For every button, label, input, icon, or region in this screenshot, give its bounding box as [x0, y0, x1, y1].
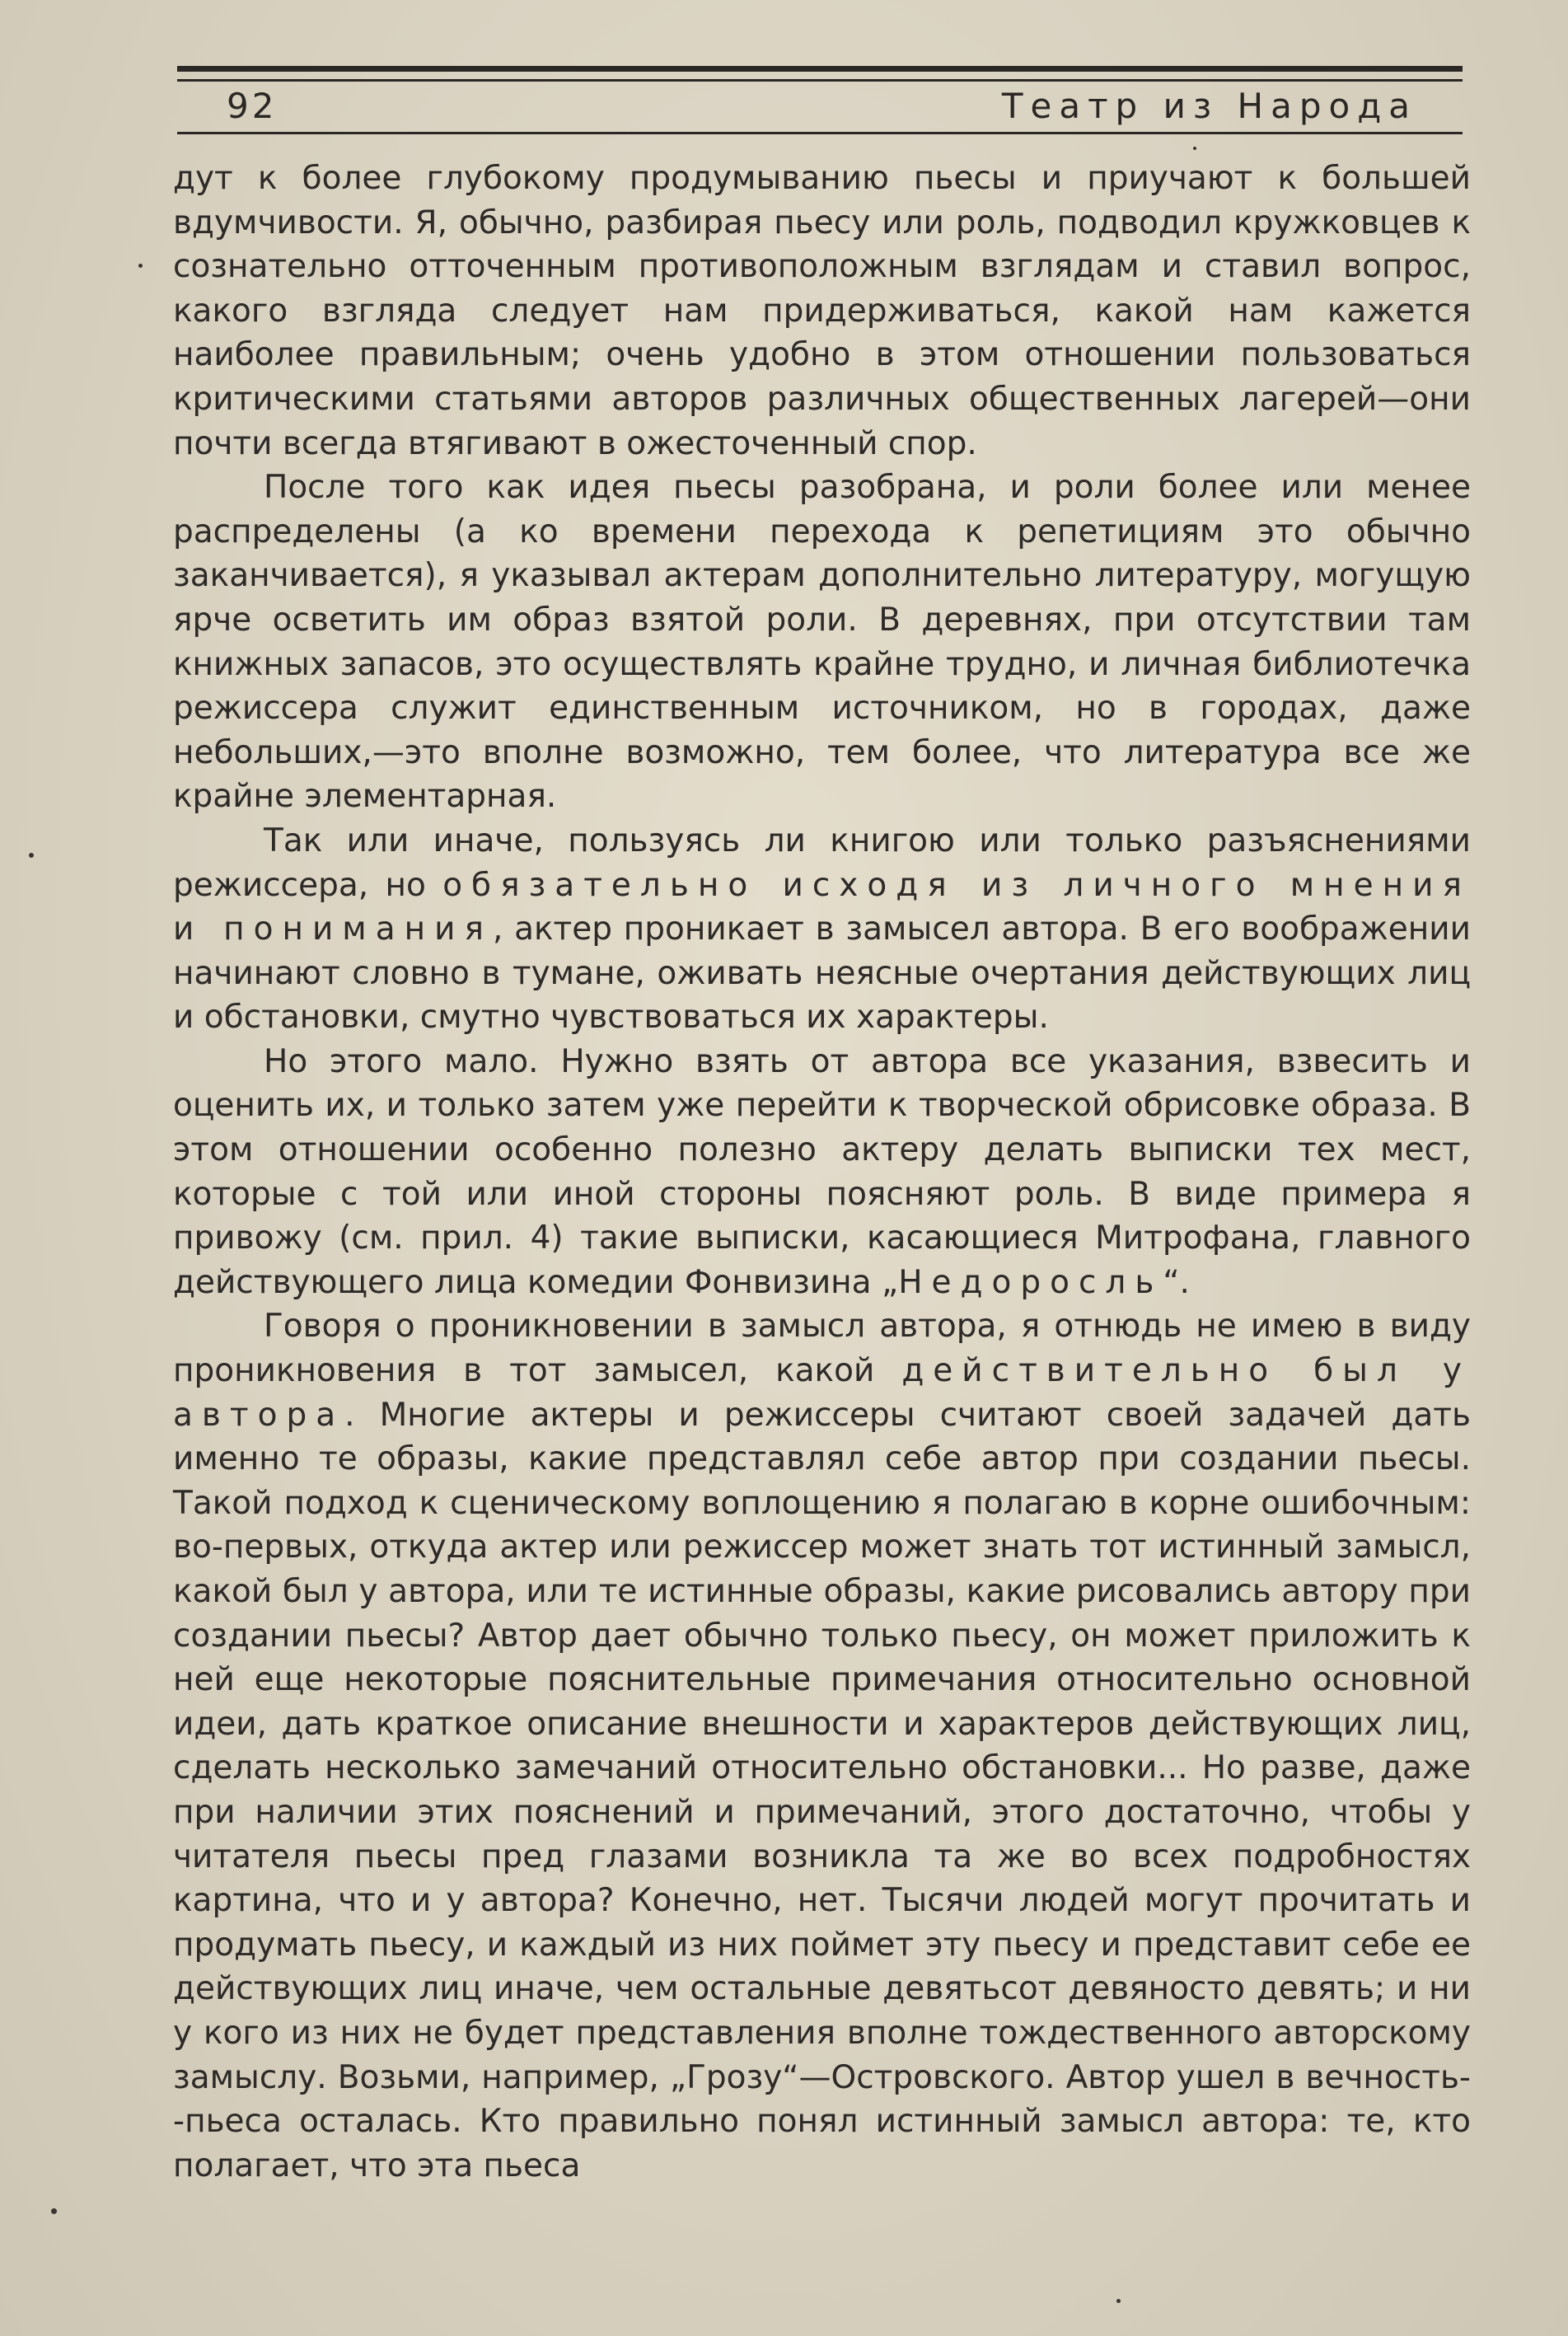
paragraph-4-spaced-title: Недоросль: [898, 1263, 1163, 1301]
header-underline-rule: [177, 132, 1463, 134]
paragraph-3: [173, 819, 1471, 1040]
paragraph-3-text-a: Так или иначе, пользуясь ли книгою или только разъяснениями режиссера, но: [173, 822, 1471, 904]
paragraph-3-spaced-emphasis: обязательно исходя из личного мнения и понимания: [173, 866, 1471, 948]
header-double-rule-thin: [177, 79, 1463, 82]
paragraph-1-text: дут к более глубокому продумыванию пьесы и приучают к большей вдумчивости. Я, обычно, разбирая пьесу или роль, подводил кружковцев к сознательно отточенным противоположным взглядам и ставил вопрос, какого взгляда следует нам придерживаться, какой нам кажется наиболее правильным; очень удобно в этом отношении пользоваться критическими статьями авторов различных общественных лагерей—они почти всегда втягивают в ожесточенный спор.: [173, 160, 1471, 462]
paragraph-5-text-a: Говоря о проникновении в замысл автора, я отнюдь не имею в виду проникновения в тот замысел, какой: [173, 1308, 1471, 1390]
running-title: Театр из Народа: [1001, 86, 1417, 126]
paper-speck: [138, 264, 143, 268]
header-double-rule-thick: [177, 66, 1463, 72]
paragraph-4: [173, 1040, 1471, 1305]
body-text: [173, 157, 1471, 2188]
page-number: 92: [227, 86, 278, 126]
paper-speck: [29, 853, 34, 858]
paper-speck: [1193, 147, 1196, 150]
paragraph-2-text: После того как идея пьесы разобрана, и роли более или менее распределены (а ко времени перехода к репетициям это обычно заканчивается), я указывал актерам дополнительно литературу, могущую ярче осветить им образ взятой роли. В деревнях, при отсутствии там книжных запасов, это осуществлять крайне трудно, и личная библиотечка режиссера служит единственным источником, но в городах, даже небольших,—это вполне возможно, тем более, что литература все же крайне элементарная.: [173, 469, 1471, 816]
paragraph-4-text-a: Но этого мало. Нужно взять от автора все указания, взвесить и оценить их, и только затем уже перейти к творческой обрисовке образа. В этом отношении особенно полезно актеру делать выписки тех мест, которые с той или иной стороны поясняют роль. В виде примера я привожу (см. прил. 4) такие выписки, касающиеся Митрофана, главного действующего лица комедии Фонвизина „: [173, 1042, 1471, 1301]
paragraph-5-spaced-emphasis: действительно был у автора: [173, 1352, 1471, 1434]
paragraph-5-text-b: . Многие актеры и режиссеры считают своей задачей дать именно те образы, какие представлял себе автор при создании пьесы. Такой подход к сценическому воплощению я полагаю в корне ошибочным: во-первых, откуда актер или режиссер может знать тот истинный замысл, какой был у автора, или те истинные образы, какие рисовались автору при создании пьесы? Автор дает обычно только пьесу, он может приложить к ней еще некоторые пояснительные примечания относительно основной идеи, дать краткое описание внешности и характеров действующих лиц, сделать несколько замечаний относительно обстановки... Но разве, даже при наличии этих пояснений и примечаний, этого достаточно, чтобы у читателя пьесы пред глазами возникла та же во всех подробностях картина, что и у автора? Конечно, нет. Тысячи людей могут прочитать и продумать пьесу, и каждый из них поймет эту пьесу и представит себе ее действующих лиц иначе, чем остальные девятьсот девяносто девять; и ни у кого из них не будет представления вполне тождественного авторскому замыслу. Возьми, например, „Грозу“—Островского. Автор ушел в вечность--пьеса осталась. Кто правильно понял истинный замысл автора: те, кто полагает, что эта пьеса: [173, 1396, 1471, 2184]
paper-speck: [1116, 2299, 1121, 2303]
paragraph-1: [173, 157, 1471, 466]
paper-speck: [51, 2208, 57, 2214]
paragraph-5: [173, 1304, 1471, 2188]
paragraph-3-text-b: , актер проникает в замысел автора. В его воображении начинают словно в тумане, оживать неясные очертания действующих лиц и обстановки, смутно чувствоваться их характеры.: [173, 911, 1471, 1037]
paragraph-4-text-b: “.: [1163, 1263, 1190, 1301]
paragraph-2: [173, 466, 1471, 819]
